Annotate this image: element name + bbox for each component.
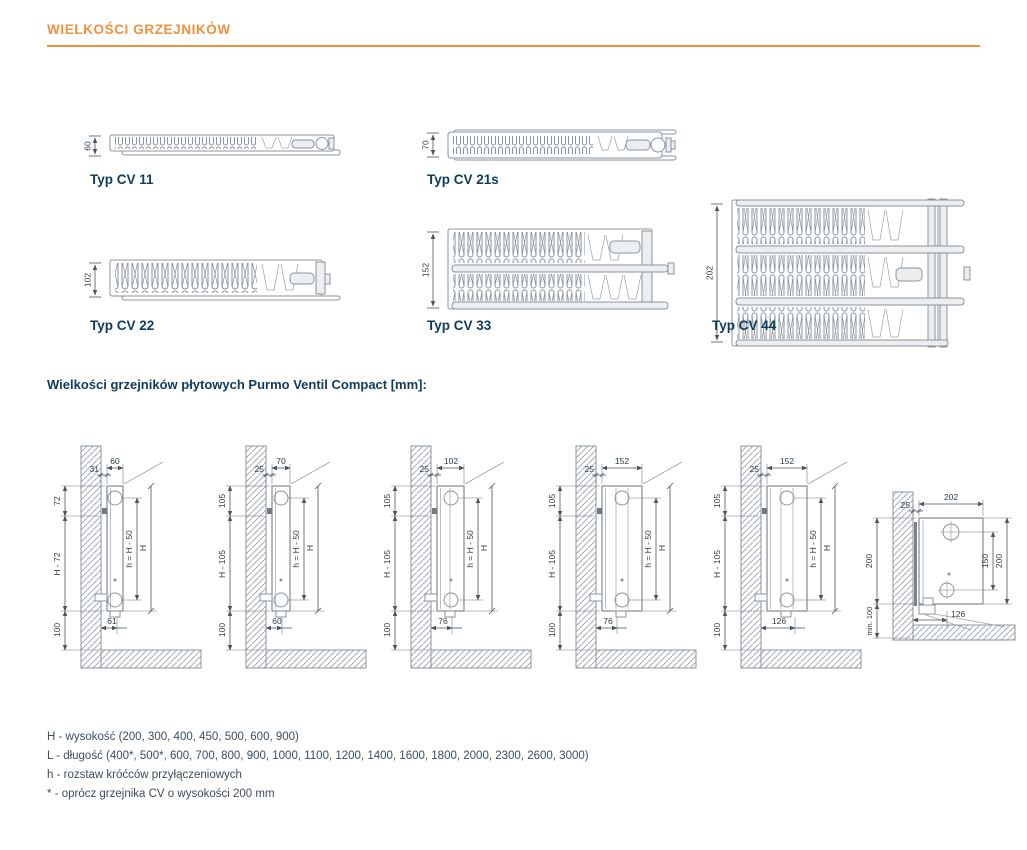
type-label-cv11: Typ CV 11 [90,172,154,187]
dim-height: H [479,544,489,552]
dim-height-left: 200 [864,553,874,569]
dim-height-right: 200 [994,553,1004,569]
depth-dimension [83,136,102,156]
dim-pipe-spacing: h = H - 50 [291,530,301,568]
floor [101,650,201,668]
dim-middle: H - 105 [712,550,722,578]
dim-lower: 100 [382,622,392,638]
depth-value: 152 [420,262,431,278]
dim-lower: 100 [217,622,227,638]
depth-value: 70 [420,140,431,150]
dim-wall-gap: 25 [584,464,594,474]
legend-line-pipe-spacing: h - rozstaw króćców przyłączeniowych [47,769,242,781]
radiator-side [590,486,642,617]
floor [596,650,696,668]
dim-bottom-offset: 60 [272,616,282,626]
dim-lower: 100 [547,622,557,638]
type-label-cv22: Typ CV 22 [90,318,155,333]
dim-wall-gap: 25 [900,500,910,510]
floor [913,625,1015,640]
type-label-cv33: Typ CV 33 [427,318,492,333]
dim-upper: 105 [217,493,227,509]
dim-clearance: min. 100 [865,606,874,636]
radiator-cross-section [110,260,340,300]
depth-dimension [421,133,440,157]
radiator-cross-section [110,135,340,155]
dim-bottom-offset: 76 [438,616,448,626]
radiator-cross-section [448,130,676,160]
dim-top-width: 60 [110,456,120,466]
radiator-side [755,486,807,617]
dim-middle: H - 105 [217,550,227,578]
side-view-cv44 [705,428,865,678]
dim-height: H [822,544,832,552]
dim-pipe-spacing: h = H - 50 [643,530,653,568]
legend-line-length: L - długość (400*, 500*, 600, 700, 800, 900, 1000, 1100, 1200, 1400, 1600, 1800, 2000, 2300, 2600, 3000) [47,750,589,762]
wall [81,446,101,668]
floor [266,650,366,668]
dim-wall-gap: 25 [749,464,759,474]
dim-top-width: 202 [943,492,959,502]
depth-dimension [421,232,440,308]
dim-wall-gap: 31 [89,464,99,474]
side-view-cv33 [540,428,700,678]
type-label-cv21s: Typ CV 21s [427,172,499,187]
floor [431,650,531,668]
dim-wall-gap: 25 [419,464,429,474]
dim-top-width: 102 [443,456,459,466]
wall [246,446,266,668]
wall [741,446,761,668]
dim-upper: 105 [712,493,722,509]
section-subtitle: Wielkości grzejników płytowych Purmo Ventil Compact [mm]: [47,377,427,392]
dim-middle: H - 105 [382,550,392,578]
legend [47,731,589,807]
plan-view-cv11 [82,133,344,159]
dim-upper: 72 [52,496,62,506]
dim-bottom-offset: 126 [951,609,966,619]
dim-top-width: 152 [779,456,795,466]
page-title: WIELKOŚCI GRZEJNIKÓW [47,22,231,37]
depth-value: 102 [82,272,93,288]
dim-lower: 100 [52,622,62,638]
dim-pipe-spacing: h = H - 50 [808,530,818,568]
dim-middle: H - 105 [547,550,557,578]
dim-bottom-offset: 76 [603,616,613,626]
type-label-cv44: Typ CV 44 [712,318,777,333]
dim-pipe-spacing: h = H - 50 [124,530,134,568]
wall [411,446,431,668]
dim-top-width: 70 [276,456,286,466]
plan-view-cv22 [82,258,344,302]
depth-dimension [83,263,102,297]
floor [761,650,861,668]
dim-wall-gap: 25 [254,464,264,474]
dim-bottom-offset: 61 [107,616,117,626]
dim-top-width: 152 [614,456,630,466]
side-view-cv21s [210,428,370,678]
title-divider [47,45,980,47]
plan-view-cv33 [420,227,678,313]
legend-line-footnote: * - oprócz grzejnika CV o wysokości 200 mm [47,788,275,800]
dim-height: H [138,544,148,552]
radiator-cross-section [448,229,674,309]
depth-value: 60 [82,141,93,151]
wall [893,492,913,640]
dim-pipe-spacing: h = H - 50 [465,530,475,568]
dim-lower: 100 [712,622,722,638]
detail-view-cv200 [853,470,1025,670]
dim-middle: H - 72 [52,552,62,576]
dim-height: H [305,544,315,552]
wall [576,446,596,668]
dim-bottom-offset: 126 [771,616,787,626]
plan-view-cv21s [420,128,682,162]
dim-upper: 105 [382,493,392,509]
side-view-cv11 [45,428,205,678]
dim-height: H [657,544,667,552]
depth-value: 202 [704,265,715,281]
dim-upper: 105 [547,493,557,509]
side-view-cv22 [375,428,535,678]
legend-line-height: H - wysokość (200, 300, 400, 450, 500, 600, 900) [47,731,299,743]
dim-pipe-spacing: 150 [980,553,990,569]
